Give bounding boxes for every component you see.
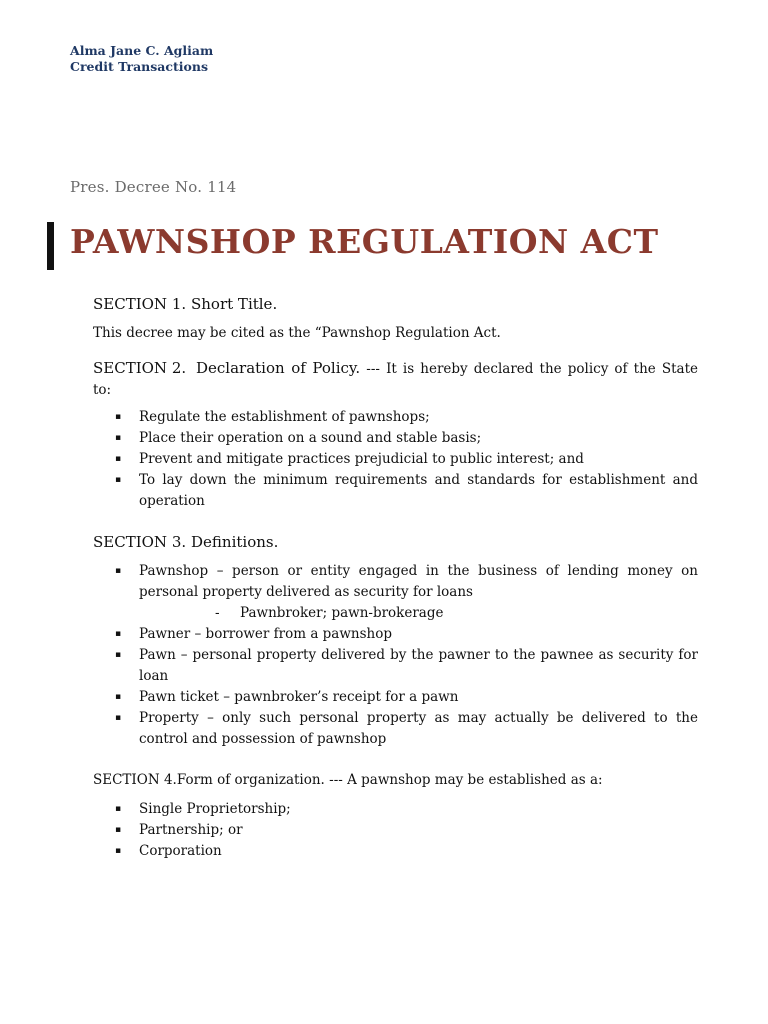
sub-list-item: [93, 603, 698, 624]
section-3: [93, 532, 698, 750]
section-title: Declaration of Policy.: [196, 359, 361, 377]
list-item: ▪ Corporation: [93, 841, 698, 862]
list-item: ▪ Pawn – personal property delivered by the pawner to the pawnee as security for loan: [115, 647, 698, 684]
decree-number: Pres. Decree No. 114: [70, 178, 237, 196]
document-title: PAWNSHOP REGULATION ACT: [70, 222, 659, 261]
list-item: ▪ Property – only such personal property as may actually be delivered to the control and possession of pawnshop: [115, 710, 698, 747]
section-lead: --- It is hereby declared the policy of the State to:: [93, 361, 698, 398]
section-1: [93, 294, 698, 344]
section-heading: [93, 294, 698, 315]
bullet-icon: ▪: [115, 825, 122, 835]
bullet-icon: ▪: [115, 804, 122, 814]
list-item: ▪ Prevent and mitigate practices prejudicial to public interest; and: [93, 449, 698, 470]
section-4: [93, 770, 698, 862]
course-name: Credit Transactions: [70, 59, 209, 74]
section-text: This decree may be cited as the “Pawnshop Regulation Act.: [93, 325, 501, 341]
title-accent-bar: [47, 222, 54, 270]
policy-list: [93, 407, 698, 512]
section-number: SECTION 4.: [93, 772, 177, 788]
section-lead: --- A pawnshop may be established as a:: [324, 772, 603, 788]
section-number: SECTION 3.: [93, 533, 187, 551]
section-title: Form of organization.: [176, 772, 325, 788]
list-item: ▪ Pawn ticket – pawnbroker’s receipt for a pawn: [93, 687, 698, 708]
list-item: ▪ Regulate the establishment of pawnshops;: [93, 407, 698, 428]
section-heading: [93, 770, 698, 791]
bullet-icon: ▪: [115, 692, 122, 702]
organization-list: [93, 799, 698, 862]
bullet-icon: ▪: [115, 713, 122, 723]
section-heading: [93, 532, 698, 553]
author-name: Alma Jane C. Agliam: [70, 43, 214, 58]
bullet-icon: ▪: [115, 433, 122, 443]
list-item: ▪ Pawner – borrower from a pawnshop: [93, 624, 698, 645]
list-item: ▪ To lay down the minimum requirements and standards for establishment and operation: [115, 472, 698, 509]
bullet-icon: ▪: [115, 412, 122, 422]
bullet-icon: ▪: [115, 846, 122, 856]
list-item: ▪ Place their operation on a sound and stable basis;: [93, 428, 698, 449]
section-title: Short Title.: [191, 295, 278, 313]
dash-marker: -: [215, 605, 220, 621]
section-number: SECTION 2.: [93, 359, 187, 377]
list-item: ▪ Partnership; or: [93, 820, 698, 841]
list-item: ▪ Single Proprietorship;: [93, 799, 698, 820]
document-body: [93, 294, 698, 862]
bullet-icon: ▪: [115, 629, 122, 639]
section-heading: [93, 358, 698, 401]
section-2: [93, 358, 698, 512]
section-title: Definitions.: [191, 533, 279, 551]
definitions-list: [93, 561, 698, 603]
bullet-icon: ▪: [115, 650, 122, 660]
bullet-icon: ▪: [115, 475, 122, 485]
list-item: ▪ Pawnshop – person or entity engaged in the business of lending money on personal property delivered as security for loans: [115, 563, 698, 600]
bullet-icon: ▪: [115, 454, 122, 464]
sub-item-text: Pawnbroker; pawn-brokerage: [240, 605, 444, 621]
bullet-icon: ▪: [115, 566, 122, 576]
section-number: SECTION 1.: [93, 295, 187, 313]
author-block: [70, 43, 213, 75]
definitions-list-continued: [93, 624, 698, 750]
